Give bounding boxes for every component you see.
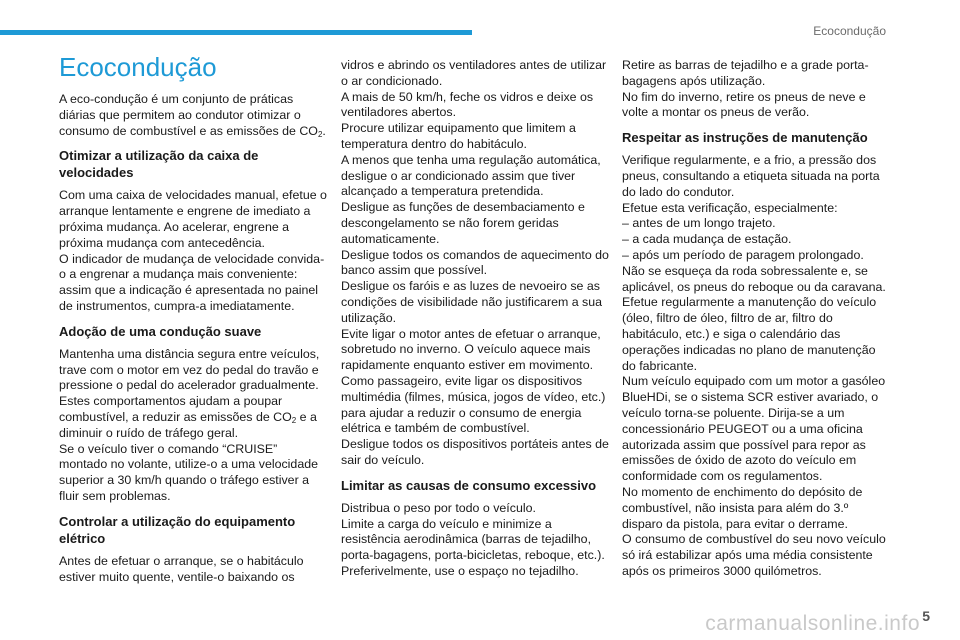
heading-gearbox: Otimizar a utilização da caixa de velocidades bbox=[59, 148, 259, 181]
smooth-paragraph-2: Se o veículo tiver o comando “CRUISE” montado no volante, utilize-o a uma velocidade superior a 30 km/h quando o tráfego estiver a fluir sem problemas. bbox=[59, 441, 318, 503]
paragraph: A menos que tenha uma regulação automática, desligue o ar condicionado assim que tiver alcançado a temperatura pretendida. bbox=[341, 152, 601, 199]
paragraph: Não se esqueça da roda sobressalente e, se aplicável, os pneus do reboque ou da caravana. bbox=[622, 263, 886, 294]
column-2 bbox=[341, 58, 609, 580]
paragraph: O consumo de combustível do seu novo veículo só irá estabilizar após uma média consistente após os primeiros 3000 quilómetros. bbox=[622, 532, 886, 578]
smooth-paragraph-1 bbox=[59, 347, 327, 442]
paragraph: Distribua o peso por todo o veículo. bbox=[341, 500, 536, 515]
paragraph: Efetue regularmente a manutenção do veículo (óleo, filtro de óleo, filtro de ar, filtro do habitáculo, etc.) e siga o calendário das operações indicadas no plano de manutenção do fabricante. bbox=[622, 295, 877, 373]
paragraph: Retire as barras de tejadilho e a grade porta-bagagens após utilização. bbox=[622, 58, 869, 88]
column-3 bbox=[622, 58, 890, 580]
gearbox-paragraph-2: O indicador de mudança de velocidade convida-o a engrenar a mudança mais conveniente: assim que a indicação é apresentada no painel de instrumentos, cumpra-a imediatamente. bbox=[59, 251, 325, 313]
paragraph: Desligue todos os dispositivos portáteis antes de sair do veículo. bbox=[341, 437, 609, 467]
smooth-text-end: e a diminuir o ruído de tráfego geral. bbox=[59, 409, 317, 440]
heading-excess-consumption: Limitar as causas de consumo excessivo bbox=[341, 477, 597, 493]
list-item: – a cada mudança de estação. bbox=[622, 232, 792, 247]
paragraph: Num veículo equipado com um motor a gasóleo BlueHDi, se o sistema SCR estiver avariado, o veículo torna-se poluente. Dirija-se a um concessionário PEUGEOT ou a uma oficina autorizada assim que possível para repor as emissões de óxido de azoto do veículo em conformidade com os regulamentos. bbox=[622, 374, 886, 484]
heading-electrical: Controlar a utilização do equipamento elétrico bbox=[59, 513, 296, 546]
paragraph: Procure utilizar equipamento que limitem a temperatura dentro do habitáculo. bbox=[341, 121, 576, 151]
running-head: Ecocondução bbox=[813, 24, 886, 38]
heading-maintenance: Respeitar as instruções de manutenção bbox=[622, 130, 868, 146]
paragraph: Desligue as funções de desembaciamento e descongelamento se não forem geridas automaticamente. bbox=[341, 200, 585, 246]
electrical-paragraph-1: Antes de efetuar o arranque, se o habitáculo estiver muito quente, ventile-o baixando os bbox=[59, 553, 304, 584]
heading-smooth-driving: Adoção de uma condução suave bbox=[59, 323, 262, 339]
gearbox-paragraph-1: Com uma caixa de velocidades manual, efetue o arranque lentamente e engrene de imediato a próxima mudança. Ao acelerar, engrene a próxima mudança com antecedência. bbox=[59, 188, 327, 250]
paragraph: Efetue esta verificação, especialmente: bbox=[622, 200, 838, 215]
paragraph: No momento de enchimento do depósito de combustível, não insista para além do 3.º disparo da pistola, para evitar o derrame. bbox=[622, 484, 863, 531]
paragraph: Evite ligar o motor antes de efetuar o arranque, sobretudo no inverno. O veículo aquece mais rapidamente enquanto estiver em movimento. bbox=[341, 326, 601, 373]
paragraph: Desligue todos os comandos de aquecimento do banco assim que possível. bbox=[341, 247, 609, 278]
paragraph: Como passageiro, evite ligar os dispositivos multimédia (filmes, música, jogos de vídeo, etc.) para ajudar a reduzir o consumo de energia elétrica e também de combustível. bbox=[341, 373, 606, 436]
intro-text-end: . bbox=[322, 123, 326, 138]
intro-paragraph bbox=[59, 92, 327, 139]
watermark: carmanualsonline.info bbox=[705, 612, 920, 635]
page-number: 5 bbox=[922, 608, 930, 624]
paragraph: A mais de 50 km/h, feche os vidros e deixe os ventiladores abertos. bbox=[341, 89, 594, 120]
co2-subscript: 2 bbox=[317, 129, 323, 139]
header-accent-bar bbox=[0, 30, 472, 35]
paragraph: Verifique regularmente, e a frio, a pressão dos pneus, consultando a etiqueta situada na porta do lado do condutor. bbox=[622, 153, 880, 199]
intro-text: A eco-condução é um conjunto de práticas diárias que permitem ao condutor otimizar o consumo de combustível e as emissões de CO bbox=[59, 92, 318, 138]
col2-paragraph-list bbox=[341, 58, 609, 469]
paragraph: No fim do inverno, retire os pneus de neve e volte a montar os pneus de verão. bbox=[622, 89, 866, 120]
paragraph: Desligue os faróis e as luzes de nevoeiro se as condições de visibilidade não justificarem a sua utilização. bbox=[341, 279, 603, 325]
list-item: – antes de um longo trajeto. bbox=[622, 216, 776, 231]
page-title: Ecocondução bbox=[59, 52, 217, 82]
list-item: – após um período de paragem prolongado. bbox=[622, 247, 864, 262]
column-1 bbox=[59, 52, 327, 585]
co2-subscript: 2 bbox=[291, 415, 297, 425]
smooth-text: Mantenha uma distância segura entre veículos, trave com o motor em vez do pedal do travão e pressione o pedal do acelerador gradualmente. Estes comportamentos ajudam a poupar combustível, a reduzir as emissões de CO bbox=[59, 346, 320, 424]
paragraph: Limite a carga do veículo e minimize a resistência aerodinâmica (barras de tejadilho, porta-bagagens, porta-bicicletas, reboque, etc.). Preferivelmente, use o espaço no tejadilho. bbox=[341, 516, 605, 578]
paragraph: vidros e abrindo os ventiladores antes de utilizar o ar condicionado. bbox=[341, 58, 607, 88]
